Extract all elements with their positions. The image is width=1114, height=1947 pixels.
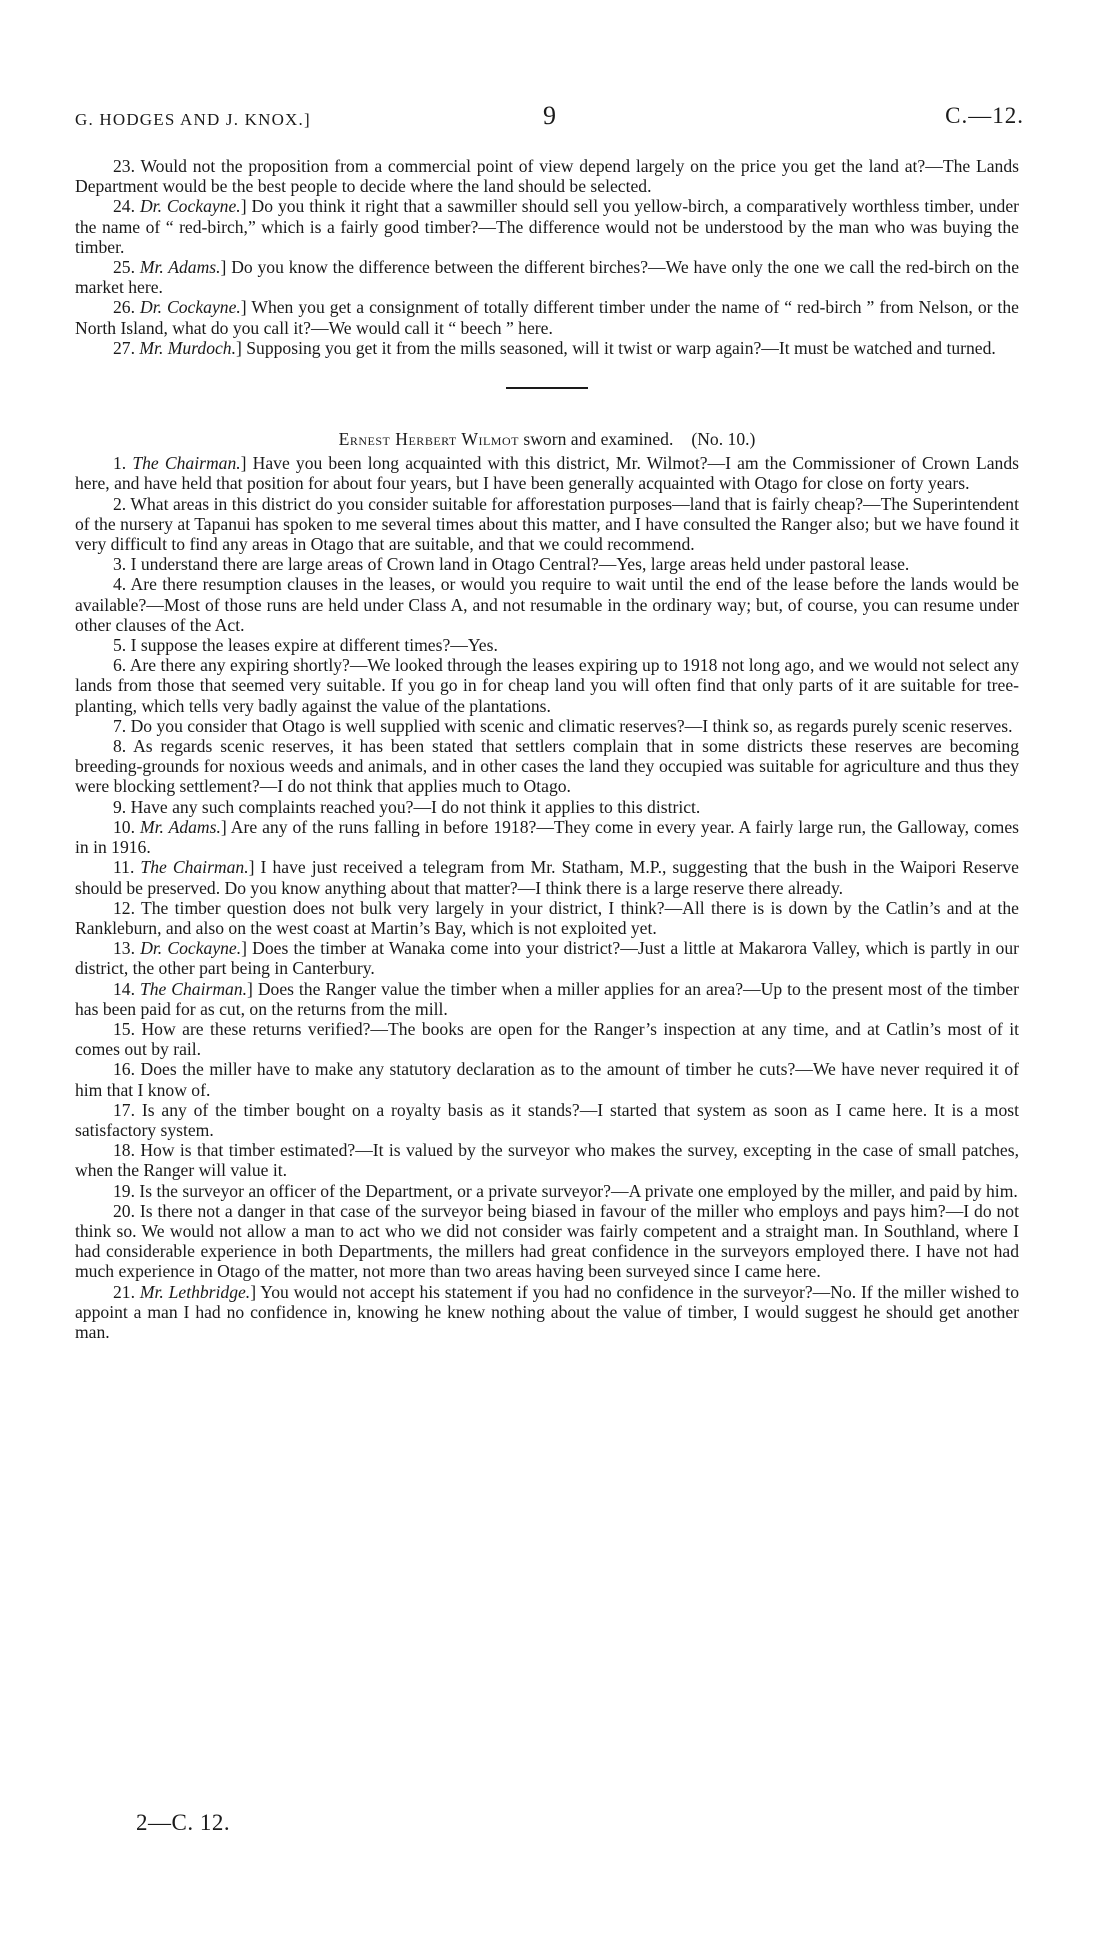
speaker-name: Dr. Cockayne. [139, 196, 241, 217]
question-text: ] Have you been long acquainted with this district, Mr. Wilmot?—I am the Commissioner of Crown Lands here, and have held that position for about four years, but I have been generally acquainted with Otago for close on forty years. [75, 453, 1019, 494]
running-head-witnesses: G. HODGES AND J. KNOX.] [75, 110, 311, 129]
question-number: 25. [113, 257, 135, 278]
question-number: 27. [113, 337, 135, 358]
speaker-name: The Chairman. [140, 857, 249, 878]
question-number: 10. [113, 816, 135, 837]
page-body [75, 156, 1019, 1342]
speaker-name: Dr. Cockayne. [140, 297, 241, 318]
question-paragraph: 23. Would not the proposition from a commercial point of view depend largely on the price you get the land at?—The Lands Department would be the best people to decide where the land should be selected. [75, 156, 1019, 197]
question-paragraph: 2. What areas in this district do you consider suitable for afforestation purposes—land that is fairly cheap?—The Superintendent of the nursery at Tapanui has spoken to me several times about this matter, and I have consulted the Ranger also; but we have found it very difficult to find any areas in Otago that are suitable, and that we could recommend. [75, 493, 1019, 555]
previous-evidence-section [75, 156, 1019, 358]
question-paragraph [75, 938, 1019, 978]
question-text: ] Does the timber at Wanaka come into your district?—Just a little at Makarora Valley, which is partly in our district, the other part being in Canterbury. [75, 938, 1019, 979]
speaker-name: Mr. Lethbridge. [139, 1281, 251, 1302]
question-paragraph: 12. The timber question does not bulk very largely in your district, I think?—All there is is down by the Catlin’s and at the Rankleburn, and also on the west coast at Martin’s Bay, which is not exploited yet. [75, 897, 1019, 938]
page-number: 9 [543, 101, 556, 130]
question-number: 1. [113, 453, 127, 474]
question-number: 24. [113, 196, 135, 217]
question-paragraph: 5. I suppose the leases expire at different times?—Yes. [113, 635, 498, 656]
question-paragraph: 6. Are there any expiring shortly?—We looked through the leases expiring up to 1918 not long ago, and we would not select any lands from those that seemed very suitable. If you go in for cheap land you will often find that only parts of it are suitable for tree-planting, which tells very badly against the value of the plantations. [75, 655, 1019, 716]
question-paragraph [75, 338, 1019, 358]
question-paragraph [75, 979, 1019, 1019]
speaker-name: Mr. Adams. [139, 816, 221, 837]
question-paragraph [75, 297, 1019, 337]
question-number: 21. [113, 1281, 135, 1302]
speaker-name: Mr. Adams. [139, 257, 221, 278]
question-paragraph [75, 857, 1019, 897]
question-paragraph [75, 1282, 1019, 1343]
witness-sworn-text: sworn and examined. [523, 429, 674, 450]
question-paragraph: 15. How are these returns verified?—The books are open for the Ranger’s inspection at any time, and at Catlin’s most of it comes out by rail. [75, 1018, 1019, 1060]
question-paragraph: 7. Do you consider that Otago is well supplied with scenic and climatic reserves?—I think so, as regards purely scenic reserves. [113, 715, 1013, 736]
speaker-name: Mr. Murdoch. [139, 337, 236, 358]
question-paragraph: 3. I understand there are large areas of Crown land in Otago Central?—Yes, large areas held under pastoral lease. [113, 554, 910, 575]
question-number: 14. [113, 978, 135, 999]
section-divider [506, 387, 588, 389]
question-text: ] When you get a consignment of totally different timber under the name of “ red-birch ” from Nelson, or the North Island, what do you call it?—We would call it “ beech ” here. [75, 297, 1019, 338]
paper-reference: C.—12. [945, 103, 1024, 128]
question-paragraph [75, 257, 1019, 297]
question-text: ] You would not accept his statement if you had no confidence in the surveyor?—No. If the miller wished to appoint a man I had no confidence in, knowing he knew nothing about the value of timber, I would suggest he should get another man. [75, 1281, 1019, 1342]
question-paragraph: 9. Have any such complaints reached you?—I do not think it applies to this district. [113, 796, 701, 817]
speaker-name: Dr. Cockayne. [140, 938, 242, 959]
speaker-name: The Chairman. [139, 978, 248, 999]
question-paragraph [75, 453, 1019, 493]
question-text: ] Supposing you get it from the mills seasoned, will it twist or warp again?—It must be watched and turned. [236, 337, 996, 358]
question-number: 26. [113, 297, 135, 318]
question-number: 11. [113, 857, 135, 878]
question-paragraph: 17. Is any of the timber bought on a royalty basis as it stands?—I started that system as soon as I came here. It is a most satisfactory system. [75, 1099, 1019, 1140]
question-paragraph: 18. How is that timber estimated?—It is valued by the surveyor who makes the survey, excepting in the case of small patches, when the Ranger will value it. [75, 1140, 1019, 1181]
signature-mark: 2—C. 12. [136, 1810, 231, 1835]
question-number: 13. [113, 938, 135, 959]
speaker-name: The Chairman. [132, 453, 241, 474]
question-paragraph: 8. As regards scenic reserves, it has been stated that settlers complain that in some districts these reserves are becoming breeding-grounds for noxious weeds and animals, and in other cases the land they occupied was suitable for agriculture and thus they were blocking settlement?—I do not think that applies much to Otago. [75, 736, 1019, 797]
question-paragraph [75, 196, 1019, 257]
wilmot-evidence-section [75, 453, 1019, 1342]
witness-heading [75, 429, 1019, 449]
question-paragraph: 16. Does the miller have to make any statutory declaration as to the amount of timber he cuts?—We have never required it of him that I know of. [75, 1059, 1019, 1100]
page-header [75, 101, 1024, 135]
question-text: ] Are any of the runs falling in before 1918?—They come in every year. A fairly large run, the Galloway, comes in in 1916. [75, 816, 1019, 858]
question-paragraph: 20. Is there not a danger in that case of the surveyor being biased in favour of the miller who employs and pays him?—I do not think so. We would not allow a man to act who we did not consider was fairly competent and a straight man. In Southland, where I had considerable experience in both Departments, the millers had great confidence in the surveyors employed there. I have not had much experience in Otago of the matter, not more than two areas having been surveyed since I came here. [75, 1200, 1019, 1282]
witness-name: Ernest Herbert Wilmot [338, 429, 519, 450]
witness-number: (No. 10.) [691, 429, 756, 450]
question-text: ] Does the Ranger value the timber when a miller applies for an area?—Up to the present most of the timber has been paid for as cut, on the returns from the mill. [75, 978, 1019, 1019]
question-paragraph [75, 817, 1019, 857]
question-paragraph: 4. Are there resumption clauses in the leases, or would you require to wait until the end of the lease before the lands would be available?—Most of those runs are held under Class A, and not resumable in the ordinary way; but, of course, you can resume under other clauses of the Act. [75, 574, 1019, 635]
question-text: ] Do you think it right that a sawmiller should sell you yellow-birch, a comparatively worthless timber, under the name of “ red-birch,” which is a fairly good timber?—The difference would not be understood by the man who was buying the timber. [75, 196, 1019, 257]
question-text: ] Do you know the difference between the different birches?—We have only the one we call the red-birch on the market here. [75, 257, 1020, 298]
question-text: ] I have just received a telegram from Mr. Statham, M.P., suggesting that the bush in the Waipori Reserve should be preserved. Do you know anything about that matter?—I think there is a large reserve there already. [75, 857, 1019, 898]
question-paragraph: 19. Is the surveyor an officer of the Department, or a private surveyor?—A private one employed by the miller, and paid by him. [113, 1180, 1018, 1201]
